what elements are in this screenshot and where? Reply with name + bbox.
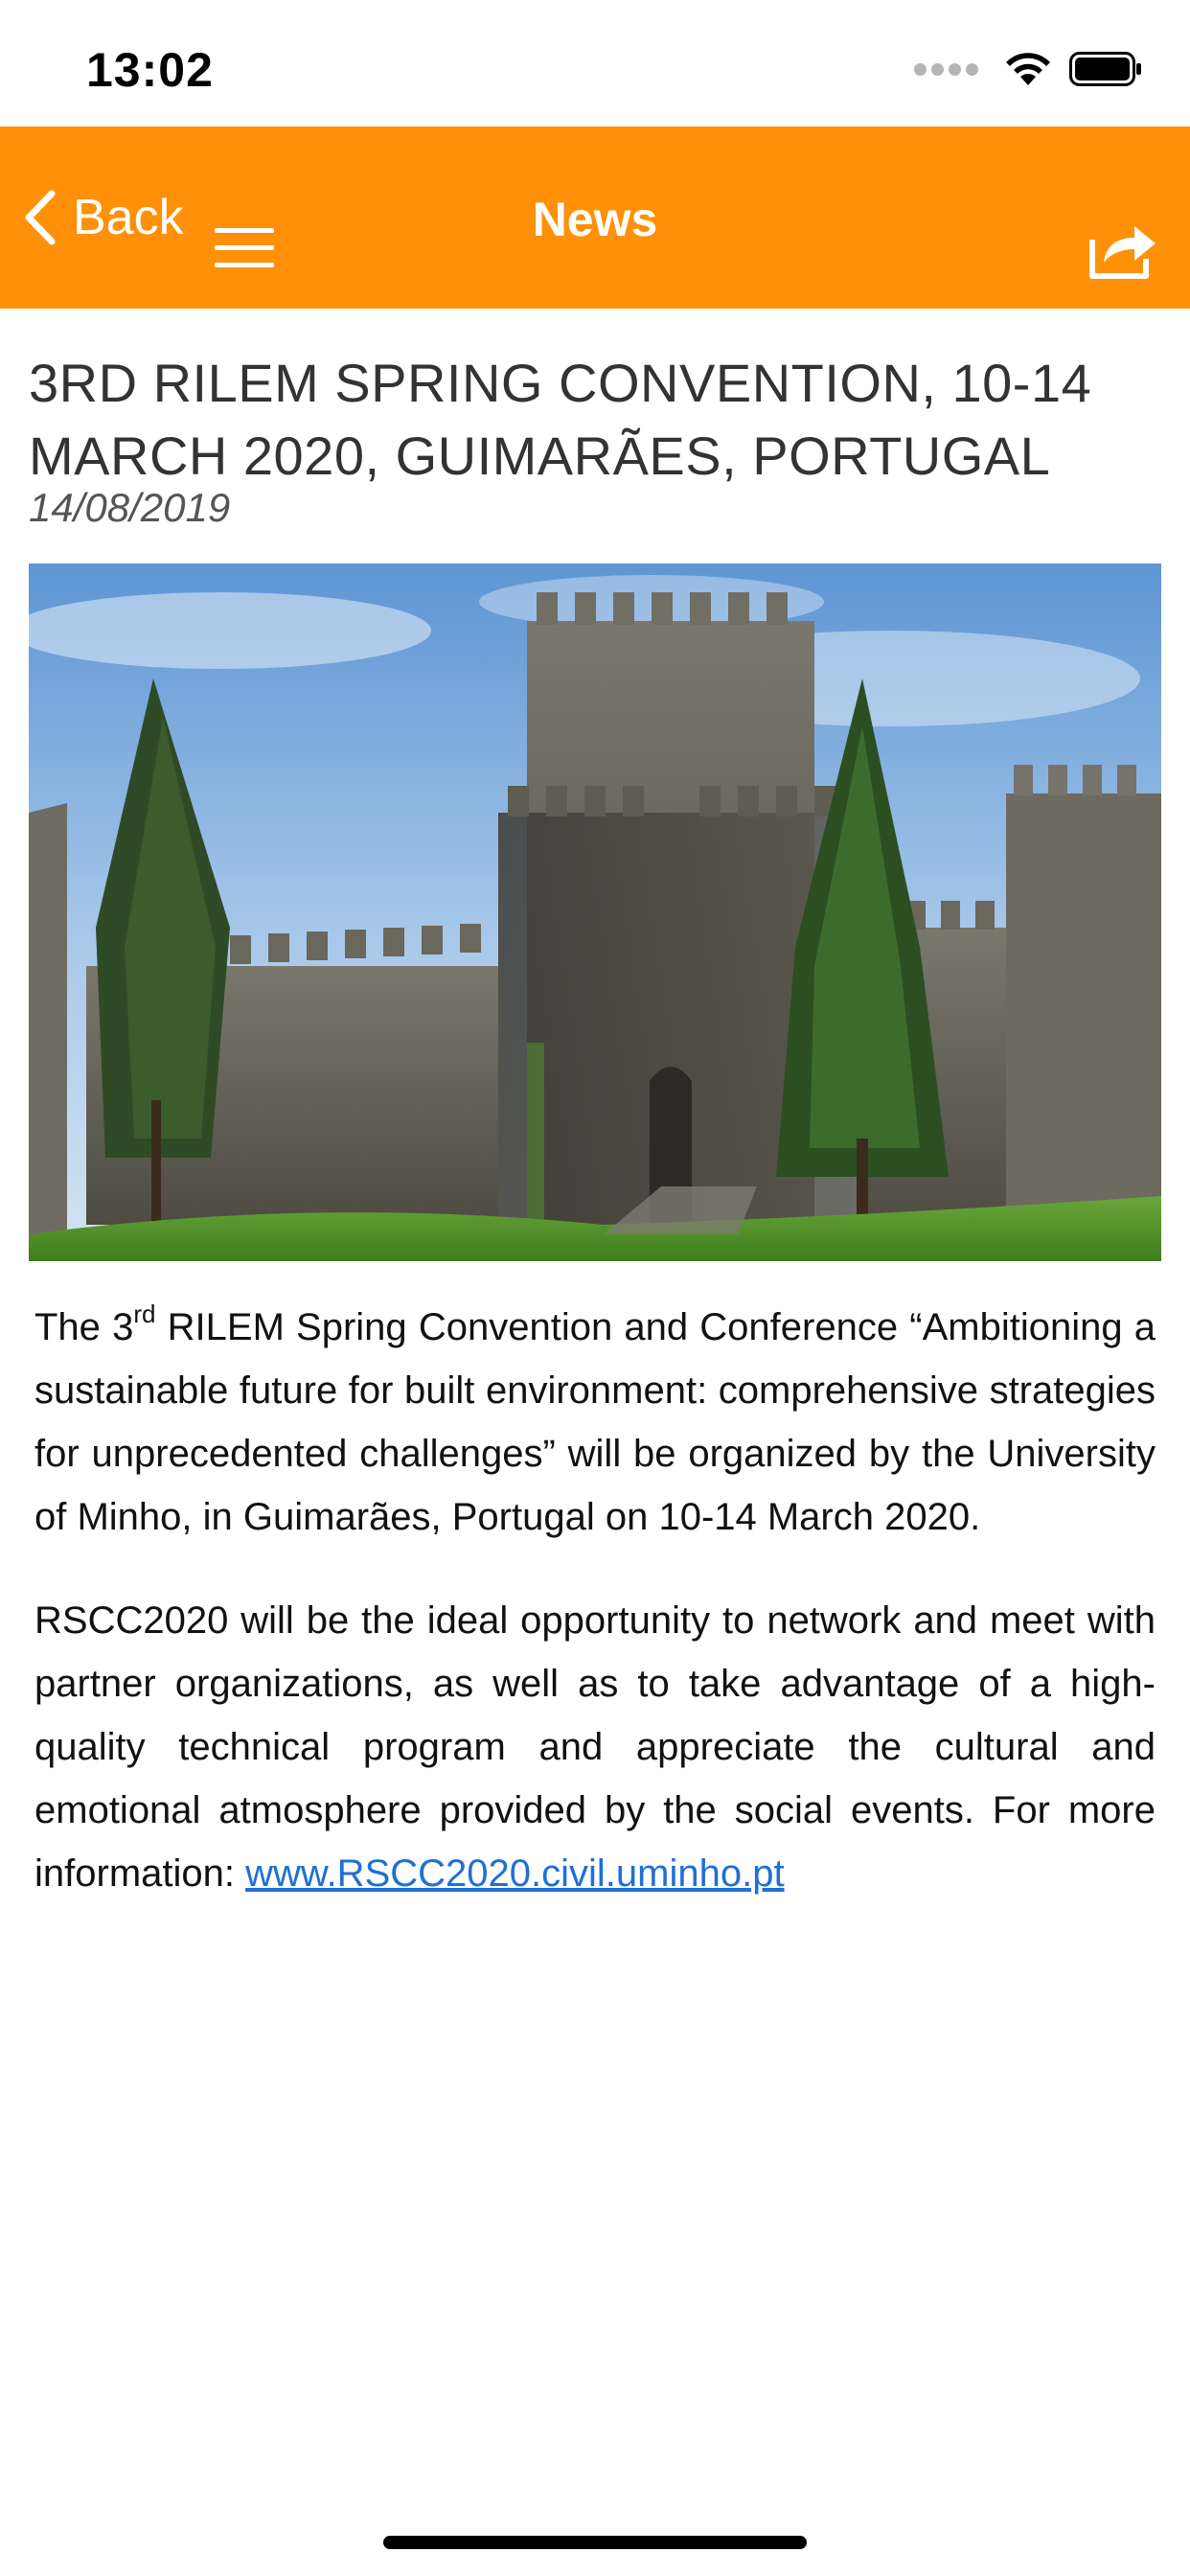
back-button[interactable] [21,182,184,253]
conference-website-link[interactable]: www.RSCC2020.civil.uminho.pt [245,1852,785,1895]
nav-bar [0,126,1190,309]
article-date: 14/08/2019 [29,485,231,530]
article-paragraph-2 [34,1589,1156,1905]
paragraph-1-start: The 3 [34,1306,134,1348]
article-image-castle [29,564,1161,1261]
home-indicator[interactable] [383,2536,807,2549]
signal-dots-icon [914,63,983,76]
menu-icon[interactable] [215,226,274,270]
share-icon[interactable] [1087,218,1159,282]
chevron-left-icon [21,188,59,247]
article-title: 3RD RILEM SPRING CONVENTION, 10-14 MARCH 2020, GUIMARÃES, PORTUGAL [29,353,1092,486]
status-icons [914,50,1142,88]
article-body [34,1296,1156,1945]
paragraph-1-rest: RILEM Spring Convention and Conference “Ambitioning a sustainable future for built environment: comprehensive strategies for unprecedented challenges” will be organized by the University of Minho, in Guimarães, Portugal on 10-14 March 2020. [34,1306,1156,1538]
battery-icon [1069,52,1142,86]
article-paragraph-1 [34,1296,1156,1549]
ordinal-suffix: rd [133,1300,156,1328]
back-label: Back [73,190,184,245]
wifi-icon [1004,51,1052,87]
page-title: News [532,193,658,246]
status-bar [0,0,1190,126]
paragraph-2-text: RSCC2020 will be the ideal opportunity to network and meet with partner organizations, as well as to take advantage of a high-quality technical program and appreciate the cultural and emotional atmosphere provided by the social events. For more information: [34,1599,1156,1895]
status-time: 13:02 [86,43,214,97]
